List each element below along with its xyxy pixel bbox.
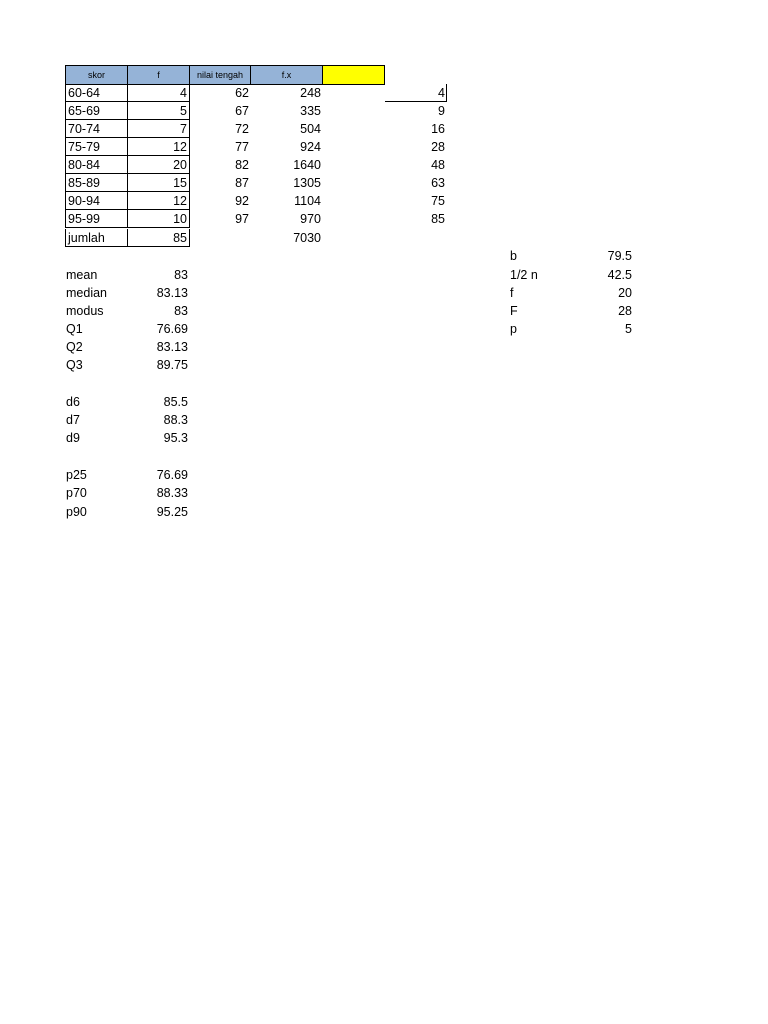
header-skor[interactable]: skor [65,65,128,85]
table-cell-skor[interactable]: 60-64 [65,84,128,102]
table-cell-mid[interactable]: 72 [235,122,249,136]
table-cell-skor[interactable]: 80-84 [65,156,128,174]
param-value[interactable]: 28 [618,304,632,318]
stat-label[interactable]: Q1 [66,322,83,336]
stat-label[interactable]: Q3 [66,358,83,372]
table-cell-f[interactable]: 12 [127,138,190,156]
table-cell-skor[interactable]: 85-89 [65,174,128,192]
stat-label[interactable]: p25 [66,468,87,482]
total-fx[interactable]: 7030 [293,231,321,245]
param-label[interactable]: p [510,322,517,336]
stat-value[interactable]: 88.3 [163,413,188,427]
param-value[interactable]: 20 [618,286,632,300]
table-cell-cumulative[interactable]: 63 [431,176,445,190]
header-nilai-tengah[interactable]: nilai tengah [189,65,251,85]
stat-label[interactable]: d9 [66,431,80,445]
stat-value[interactable]: 83 [174,304,188,318]
param-label[interactable]: F [510,304,518,318]
table-cell-skor[interactable]: 90-94 [65,192,128,210]
stat-label[interactable]: d7 [66,413,80,427]
stat-value[interactable]: 83 [174,268,188,282]
table-cell-cumulative[interactable]: 9 [438,104,445,118]
table-cell-skor[interactable]: 75-79 [65,138,128,156]
stat-label[interactable]: mean [66,268,98,282]
header-highlight-cell[interactable] [322,65,385,85]
param-label[interactable]: b [510,249,517,263]
table-cell-mid[interactable]: 97 [235,212,249,226]
header-fx[interactable]: f.x [250,65,323,85]
table-cell-mid[interactable]: 62 [235,86,249,100]
table-cell-fx[interactable]: 1640 [293,158,321,172]
table-cell-fx[interactable]: 1305 [293,176,321,190]
table-cell-f[interactable]: 20 [127,156,190,174]
header-f[interactable]: f [127,65,190,85]
table-cell-mid[interactable]: 82 [235,158,249,172]
table-cell-mid[interactable]: 92 [235,194,249,208]
table-cell-f[interactable]: 12 [127,192,190,210]
param-value[interactable]: 5 [625,322,632,336]
total-f[interactable]: 85 [127,229,190,247]
stat-label[interactable]: Q2 [66,340,83,354]
table-cell-fx[interactable]: 1104 [294,194,321,208]
table-cell-mid[interactable]: 77 [235,140,249,154]
table-cell-mid[interactable]: 87 [235,176,249,190]
stat-value[interactable]: 83.13 [156,340,188,354]
table-cell-fx[interactable]: 504 [300,122,321,136]
table-cell-fx[interactable]: 924 [300,140,321,154]
table-cell-skor[interactable]: 95-99 [65,210,128,228]
stat-value[interactable]: 85.5 [163,395,188,409]
param-value[interactable]: 42.5 [607,268,632,282]
stat-value[interactable]: 83.13 [156,286,188,300]
stat-value[interactable]: 95.3 [163,431,188,445]
total-label[interactable]: jumlah [65,229,128,247]
table-cell-f[interactable]: 15 [127,174,190,192]
stat-value[interactable]: 89.75 [156,358,188,372]
stat-value[interactable]: 88.33 [156,486,188,500]
table-cell-f[interactable]: 5 [127,102,190,120]
table-cell-fx[interactable]: 335 [300,104,321,118]
param-value[interactable]: 79.5 [607,249,632,263]
stat-label[interactable]: p70 [66,486,87,500]
table-cell-cumulative[interactable]: 75 [431,194,445,208]
table-cell-fx[interactable]: 248 [300,86,321,100]
table-cell-skor[interactable]: 65-69 [65,102,128,120]
stat-label[interactable]: median [66,286,107,300]
stat-value[interactable]: 76.69 [156,322,188,336]
stat-label[interactable]: modus [66,304,104,318]
table-cell-fx[interactable]: 970 [300,212,321,226]
table-cell-cumulative[interactable]: 16 [431,122,445,136]
table-cell-mid[interactable]: 67 [235,104,249,118]
param-label[interactable]: 1/2 n [510,268,538,282]
table-cell-cumulative[interactable]: 48 [431,158,445,172]
table-cell-cumulative[interactable]: 28 [431,140,445,154]
table-cell-f[interactable]: 7 [127,120,190,138]
stat-label[interactable]: d6 [66,395,80,409]
table-cell-cumulative[interactable]: 4 [438,86,445,100]
table-cell-f[interactable]: 4 [127,84,190,102]
table-cell-skor[interactable]: 70-74 [65,120,128,138]
param-label[interactable]: f [510,286,514,300]
stat-value[interactable]: 95.25 [156,505,188,519]
table-cell-cumulative[interactable]: 85 [431,212,445,226]
stat-label[interactable]: p90 [66,505,87,519]
table-cell-f[interactable]: 10 [127,210,190,228]
stat-value[interactable]: 76.69 [156,468,188,482]
